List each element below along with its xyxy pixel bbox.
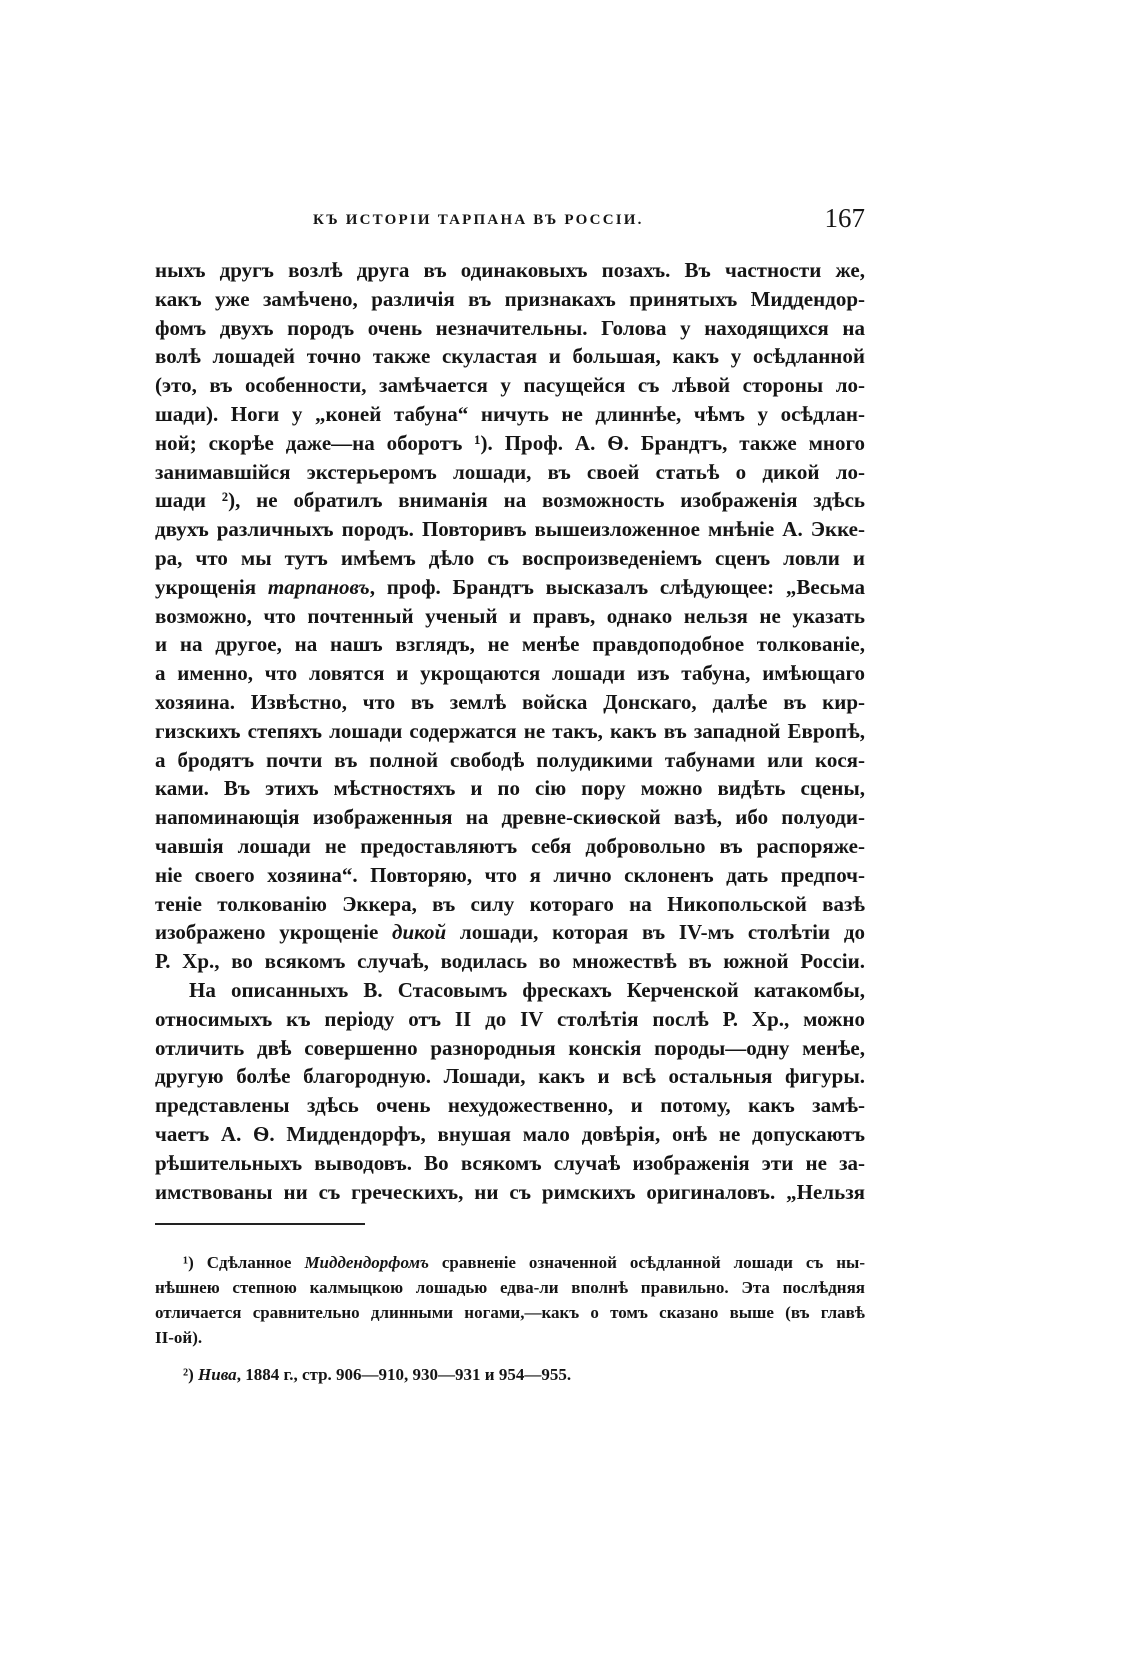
footnote-line [155, 1250, 865, 1275]
text-line: (это, въ особенности, замѣчается у пасущейся съ лѣвой стороны ло- [155, 373, 865, 398]
footnote-line: отличается сравнительно длинными ногами,—какъ о томъ сказано выше (въ главѣ [155, 1303, 865, 1322]
footnotes [155, 1250, 865, 1387]
text-line: шади). Ноги у „коней табуна“ ничуть не длиннѣе, чѣмъ у осѣдлан- [155, 401, 865, 426]
text-line: возможно, что почтенный ученый и правъ, однако нельзя не указать [155, 603, 865, 628]
text-line: занимавшійся экстерьеромъ лошади, въ своей статьѣ о дикой ло- [155, 459, 865, 484]
text-line: фомъ двухъ породъ очень незначительны. Голова у находящихся на [155, 315, 865, 340]
paragraph [155, 256, 865, 976]
footnote [155, 1250, 865, 1350]
text-line: другую болѣе благородную. Лошади, какъ и всѣ остальныя фигуры. [155, 1064, 865, 1089]
text-line: гизскихъ степяхъ лошади содержатся не такъ, какъ въ западной Европѣ, [155, 718, 865, 743]
text-line: относимыхъ къ періоду отъ II до IV столѣтія послѣ Р. Хр., можно [155, 1006, 865, 1031]
text-line: Р. Хр., во всякомъ случаѣ, водилась во множествѣ въ южной Россіи. [155, 949, 865, 974]
page-number: 167 [824, 203, 865, 233]
text-line: чаетъ А. Ѳ. Миддендорфъ, внушая мало довѣрія, онѣ не допускаютъ [155, 1121, 865, 1146]
text-segment: ¹) Сдѣланное [183, 1253, 305, 1272]
footnote-line: II-ой). [155, 1328, 203, 1347]
text-line: а именно, что ловятся и укрощаются лошади изъ табуна, имѣющаго [155, 661, 865, 686]
text-segment: изображено укрощеніе [155, 920, 393, 945]
italic-word: дикой [392, 920, 447, 945]
text-line: напоминающія изображенныя на древне-скиѳской вазѣ, ибо полуоди- [155, 805, 865, 830]
footnote-line [155, 1362, 865, 1387]
text-segment: лошади, которая въ IV-мъ столѣтіи до [446, 920, 865, 945]
footnote [155, 1362, 865, 1387]
text-segment: , проф. Брандтъ высказалъ слѣдующее: „Весьма [369, 574, 865, 599]
text-line: имствованы ни съ греческихъ, ни съ римскихъ оригиналовъ. „Нельзя [155, 1179, 865, 1204]
italic-word: тарпановъ [267, 574, 370, 599]
text-line: теніе толкованію Эккера, въ силу котораго на Никопольской вазѣ [155, 891, 865, 916]
text-line [155, 573, 865, 602]
text-line: чавшія лошади не предоставляютъ себя добровольно въ распоряже- [155, 833, 865, 858]
main-text [155, 256, 865, 1206]
text-line: двухъ различныхъ породъ. Повторивъ вышеизложенное мнѣніе А. Экке- [155, 517, 865, 542]
text-line: а бродятъ почти въ полной свободѣ полудикими табунами или кося- [155, 747, 865, 772]
text-line: ніе своего хозяина“. Повторяю, что я лично склоненъ дать предпоч- [155, 862, 865, 887]
text-line: какъ уже замѣчено, различія въ признакахъ принятыхъ Миддендор- [155, 286, 865, 311]
text-line: ныхъ другъ возлѣ друга въ одинаковыхъ позахъ. Въ частности же, [155, 258, 865, 282]
text-segment: укрощенія [155, 574, 268, 599]
text-line: и на другое, на нашъ взглядъ, не менѣе правдоподобное толкованіе, [155, 632, 865, 657]
text-segment: ²) [183, 1365, 199, 1384]
text-line: ной; скорѣе даже—на оборотъ ¹). Проф. А. Ѳ. Брандтъ, также много [155, 430, 865, 455]
text-line: волѣ лошадей точно также скуластая и большая, какъ у осѣдланной [155, 344, 865, 369]
italic-word: Нива [198, 1365, 237, 1384]
paragraph [155, 976, 865, 1206]
text-line: На описанныхъ В. Стасовымъ фрескахъ Керченской катакомбы, [189, 977, 865, 1002]
text-segment: , 1884 г., стр. 906—910, 930—931 и 954—955. [236, 1365, 572, 1384]
text-line: ра, что мы тутъ имѣемъ дѣло съ воспроизведеніемъ сценъ ловли и [155, 545, 865, 570]
text-line: отличить двѣ совершенно разнородныя конскія породы—одну менѣе, [155, 1035, 865, 1060]
text-segment: сравненіе означенной осѣдланной лошади съ ны- [428, 1253, 865, 1272]
text-line: ками. Въ этихъ мѣстностяхъ и по сію пору можно видѣть сцены, [155, 776, 865, 801]
text-line: рѣшительныхъ выводовъ. Во всякомъ случаѣ изображенія эти не за- [155, 1150, 865, 1175]
footnote-line: нѣшнею степною калмыцкою лошадью едва-ли вполнѣ правильно. Эта послѣдняя [155, 1278, 865, 1297]
text-line: представлены здѣсь очень нехудожественно, и потому, какъ замѣ- [155, 1093, 865, 1118]
italic-word: Миддендорфомъ [304, 1253, 429, 1272]
footnote-separator [155, 1223, 365, 1225]
text-line: хозяина. Извѣстно, что въ землѣ войска Донскаго, далѣе въ кир- [155, 689, 865, 714]
text-line [155, 918, 865, 947]
running-head: КЪ ИСТОРІИ ТАРПАНА ВЪ РОССІИ. [313, 212, 644, 228]
text-line: шади ²), не обратилъ вниманія на возможность изображенія здѣсь [155, 488, 865, 513]
